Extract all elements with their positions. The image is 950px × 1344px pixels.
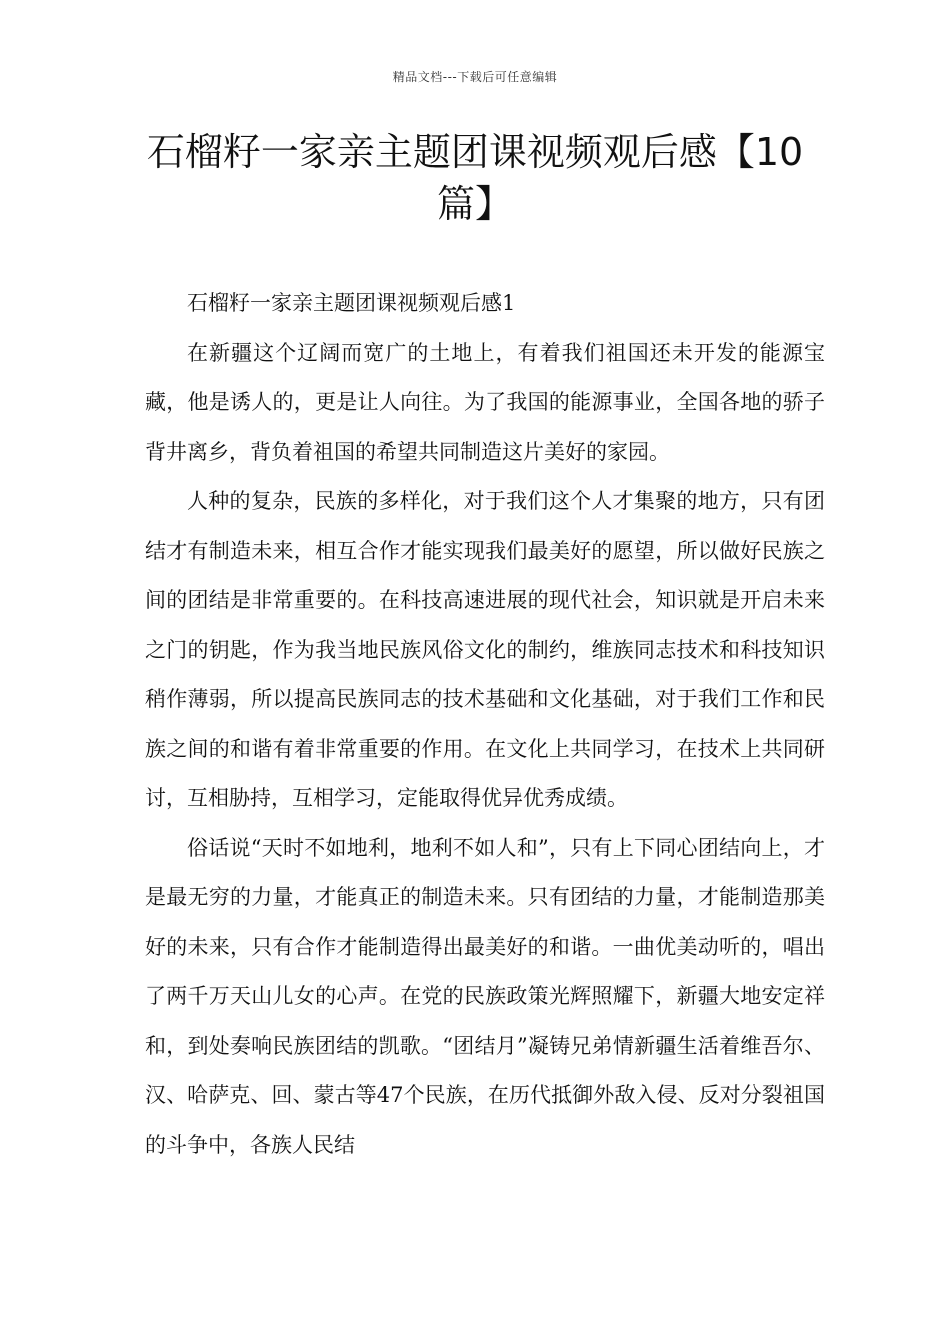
document-body: [145, 279, 825, 1170]
paragraph: 在新疆这个辽阔而宽广的土地上，有着我们祖国还未开发的能源宝藏，他是诱人的，更是让人向往。为了我国的能源事业，全国各地的骄子背井离乡，背负着祖国的希望共同制造这片美好的家园。: [145, 340, 825, 464]
paragraph: 俗话说“天时不如地利，地利不如人和”，只有上下同心团结向上，才是最无穷的力量，才能真正的制造未来。只有团结的力量，才能制造那美好的未来，只有合作才能制造得出最美好的和谐。一曲优美动听的，唱出了两千万天山儿女的心声。在党的民族政策光辉照耀下，新疆大地安定祥和，到处奏响民族团结的凯歌。“团结月”凝铸兄弟情新疆生活着维吾尔、汉、哈萨克、回、蒙古等47个民族，在历代抵御外敌入侵、反对分裂祖国的斗争中，各族人民结: [145, 835, 825, 1157]
header-note: 精品文档---下载后可任意编辑: [392, 70, 558, 84]
section-heading: 石榴籽一家亲主题团课视频观后感1: [187, 291, 516, 315]
document-title: 石榴籽一家亲主题团课视频观后感【10篇】: [146, 130, 804, 226]
paragraph: 人种的复杂，民族的多样化，对于我们这个人才集聚的地方，只有团结才有制造未来，相互合作才能实现我们最美好的愿望，所以做好民族之间的团结是非常重要的。在科技高速进展的现代社会，知识就是开启未来之门的钥匙，作为我当地民族风俗文化的制约，维族同志技术和科技知识稍作薄弱，所以提高民族同志的技术基础和文化基础，对于我们工作和民族之间的和谐有着非常重要的作用。在文化上共同学习，在技术上共同研讨，互相胁持，互相学习，定能取得优异优秀成绩。: [145, 489, 825, 810]
